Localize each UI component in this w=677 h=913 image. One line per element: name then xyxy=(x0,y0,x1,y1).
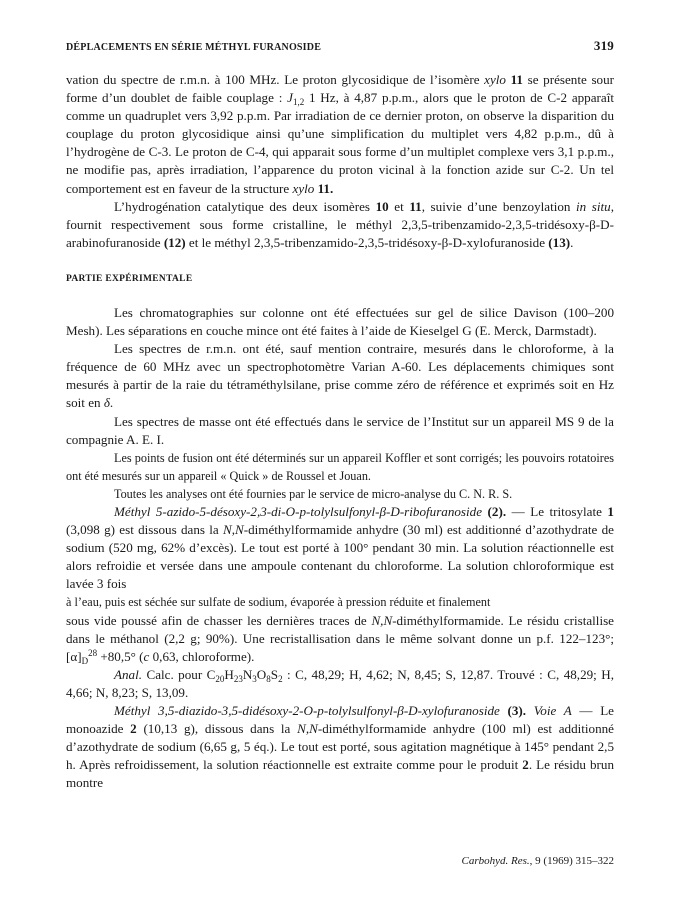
paragraph-compound-2-wash: à l’eau, puis est séchée sur sulfate de sodium, évaporée à pression réduite et finalement xyxy=(66,595,491,610)
journal-footer xyxy=(66,855,614,867)
journal-name: Carbohyd. Res. xyxy=(461,855,530,867)
paragraph-compound-2-cont: sous vide poussé afin de chasser les dernières traces de N,N-diméthylformamide. Le résidu cristallise dans le méthanol (2,2 g; 90%). Une recristallisation dans le même solvant donne un p.f. 122–123°; $[\alpha]_D^{28} +80,5^\circ$ (c 0,63, chloroforme). xyxy=(66,612,614,666)
page xyxy=(66,38,614,792)
paragraph-analysis-2: Anal. Calc. pour $C_{20}H_{23}N_3O_8S_2$ : C, 48,29; H, 4,62; N, 8,45; S, 12,87. Trouvé : C, 48,29; H, 4,66; N, 8,23; S, 13,09. xyxy=(66,666,614,700)
running-head xyxy=(66,38,614,54)
paragraph-nmr-discussion: vation du spectre de r.m.n. à 100 MHz. Le proton glycosidique de l’isomère xylo 11 se présente sour forme d’un doublet de faible couplage : $J_{1,2}$ 1 Hz, à 4,87 p.p.m., alors que le proton de C-2 apparaît comme un quadruplet vers 3,92 p.p.m. Par irradiation de ce dernier proton, on observe la disparition du couplage du proton glycosidique ainsi qu’une simplification du multiplet vers 4,82 p.p.m., dû à l’hydrogène de C-3. Le proton de C-4, qui apparait sous forme d’un multiplet complexe vers 3,1 p.p.m., ne modifie pas, après irradiation, l’apparence du proton vicinal à la fonction azide sur C-2. Un tel comportement est en faveur de la structure xylo 11. xyxy=(66,72,614,196)
paragraph-hydrogenation: L’hydrogénation catalytique des deux isomères 10 et 11, suivie d’une benzoylation in situ, fournit respectivement sous forme cristalline, le méthyl 2,3,5-tribenzamido-2,3,5-tridésoxy-β-D-arabinofuranoside (12) et le méthyl 2,3,5-tribenzamido-2,3,5-tridésoxy-β-D-xylofuranoside (13). xyxy=(66,198,614,250)
paragraph-nmr-method: Les spectres de r.m.n. ont été, sauf mention contraire, mesurés dans le chloroforme, à la fréquence de 60 MHz avec un spectrophotomètre Varian A-60. Les déplacements chimiques sont mesurés à partir de la raie du tétraméthylsilane, prise comme zéro de référence et exprimés soit en Hz soit en δ. xyxy=(66,341,614,411)
running-title: DÉPLACEMENTS EN SÉRIE MÉTHYL FURANOSIDE xyxy=(66,42,322,53)
page-number: 319 xyxy=(593,38,614,53)
paragraph-mass-spectra: Les spectres de masse ont été effectués dans le service de l’Institut sur un appareil MS 9 de la compagnie A. E. I. xyxy=(66,413,614,447)
paragraph-chromatography: Les chromatographies sur colonne ont été effectuées sur gel de silice Davison (100–200 Mesh). Les séparations en couche mince ont été faites à l’aide de Kieselgel G (E. Merck, Darmstadt). xyxy=(66,304,614,339)
section-heading: PARTIE EXPÉRIMENTALE xyxy=(66,273,193,284)
paragraph-compound-2: Méthyl 5-azido-5-désoxy-2,3-di-O-p-tolylsulfonyl-β-D-ribofuranoside (2). — Le tritosylate 1 (3,098 g) est dissous dans la N,N-diméthylformamide anhydre (30 ml) est additionné d’azothydrate de sodium (520 mg, 62% d’excès). Le tout est porté à 100° pendant 30 min. La solution réactionnelle est alors refroidie et versée dans une ampoule contenant du chloroforme. La solution chloroformique est lavée 3 fois xyxy=(66,503,614,592)
paragraph-analyses: Toutes les analyses ont été fournies par le service de micro-analyse du C. N. R. S. xyxy=(114,486,513,501)
paragraph-compound-3: Méthyl 3,5-diazido-3,5-didésoxy-2-O-p-tolylsulfonyl-β-D-xylofuranoside (3). Voie A — Le monoazide 2 (10,13 g), dissous dans la N,N-diméthylformamide anhydre (100 ml) est additionné d’azothydrate de sodium (6,65 g, 5 éq.). Le tout est porté, sous agitation magnétique à 145° pendant 2,5 h. Après refroidissement, la solution réactionnelle est extraite comme pour le produit 2. Le résidu brun montre xyxy=(66,703,614,791)
paragraph-melting-points: Les points de fusion ont été déterminés sur un appareil Koffler et sont corrigés; les pouvoirs rotatoires ont été mesurés sur un appareil « Quick » de Roussel et Jouan. xyxy=(66,450,614,483)
journal-citation: , 9 (1969) 315–322 xyxy=(529,855,614,867)
